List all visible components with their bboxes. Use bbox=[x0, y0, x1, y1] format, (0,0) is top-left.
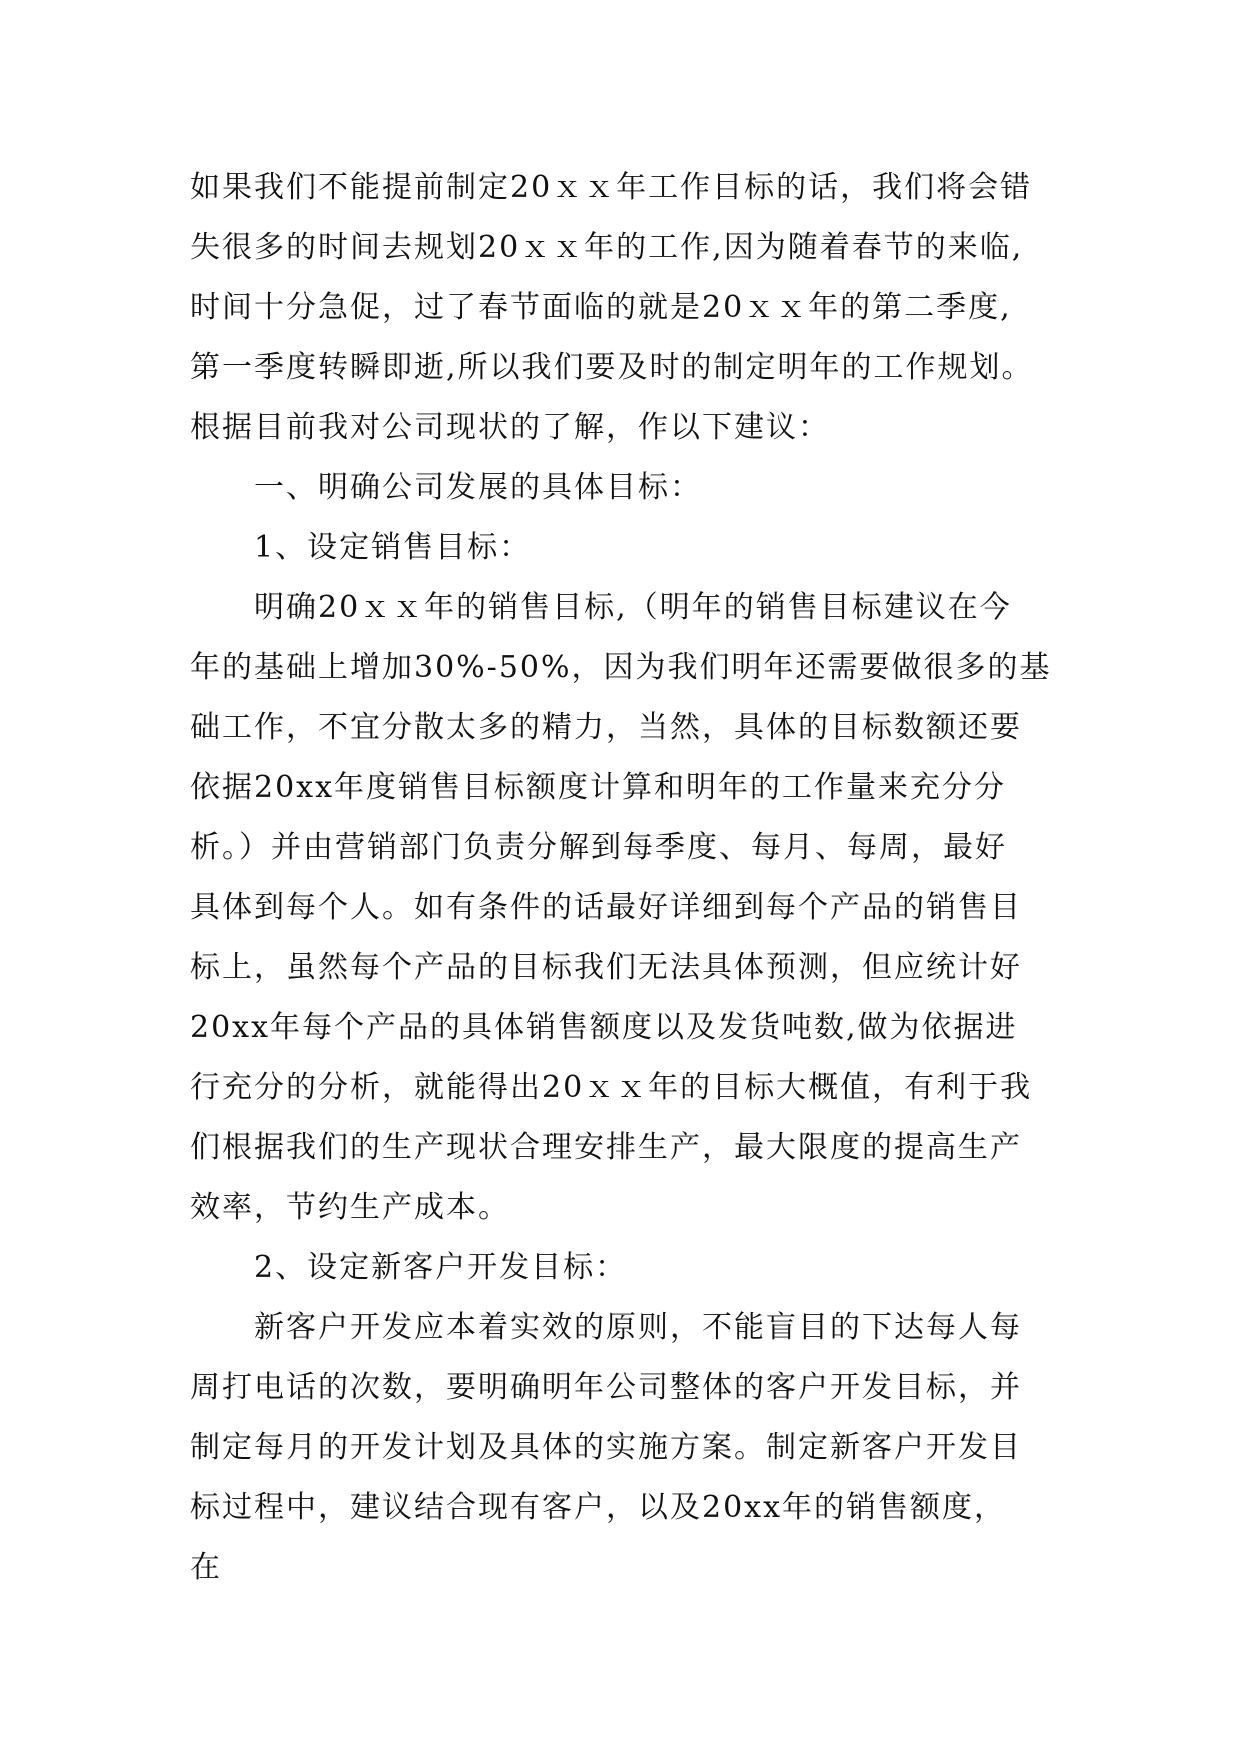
text-line: 制定每月的开发计划及具体的实施方案。制定新客户开发目 bbox=[190, 1430, 1022, 1465]
text-line: 周打电话的次数，要明确明年公司整体的客户开发目标，并 bbox=[190, 1370, 1022, 1405]
section-heading: 一、明确公司发展的具体目标： bbox=[254, 470, 702, 505]
subsection-heading: 1、设定销售目标： bbox=[254, 530, 532, 565]
text-line: 年的基础上增加30%-50%，因为我们明年还需要做很多的基 bbox=[190, 650, 1052, 685]
text-line: 础工作，不宜分散太多的精力，当然，具体的目标数额还要 bbox=[190, 710, 1022, 745]
text-line: 行充分的分析，就能得出20ｘｘ年的目标大概值，有利于我 bbox=[190, 1070, 1033, 1105]
text-line: 根据目前我对公司现状的了解，作以下建议： bbox=[190, 410, 830, 445]
text-line: 们根据我们的生产现状合理安排生产，最大限度的提高生产 bbox=[190, 1130, 1022, 1165]
text-line: 标上，虽然每个产品的目标我们无法具体预测，但应统计好 bbox=[190, 950, 1022, 985]
text-line: 20xx年每个产品的具体销售额度以及发货吨数,做为依据进 bbox=[190, 1010, 1018, 1045]
text-line: 失很多的时间去规划20ｘｘ年的工作,因为随着春节的来临, bbox=[190, 230, 1024, 265]
text-line: 在 bbox=[190, 1550, 222, 1585]
text-line: 如果我们不能提前制定20ｘｘ年工作目标的话，我们将会错 bbox=[190, 170, 1033, 205]
text-line: 具体到每个人。如有条件的话最好详细到每个产品的销售目 bbox=[190, 890, 1022, 925]
text-line: 新客户开发应本着实效的原则，不能盲目的下达每人每 bbox=[254, 1310, 1022, 1345]
body-text bbox=[190, 158, 1070, 1598]
subsection-heading: 2、设定新客户开发目标： bbox=[254, 1250, 628, 1285]
text-line: 析。）并由营销部门负责分解到每季度、每月、每周，最好 bbox=[190, 830, 1007, 865]
text-line: 效率，节约生产成本。 bbox=[190, 1190, 510, 1225]
text-line: 明确20ｘｘ年的销售目标,（明年的销售目标建议在今 bbox=[254, 590, 1012, 625]
text-line: 时间十分急促，过了春节面临的就是20ｘｘ年的第二季度, bbox=[190, 290, 1012, 325]
text-line: 依据20xx年度销售目标额度计算和明年的工作量来充分分 bbox=[190, 770, 1007, 805]
text-line: 第一季度转瞬即逝,所以我们要及时的制定明年的工作规划。 bbox=[190, 350, 1034, 385]
text-line: 标过程中，建议结合现有客户，以及20xx年的销售额度， bbox=[190, 1490, 1007, 1525]
